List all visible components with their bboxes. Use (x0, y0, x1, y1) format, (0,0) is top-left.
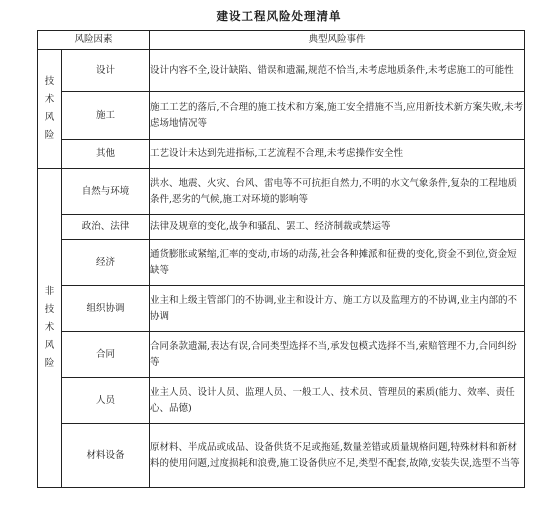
factor-cell: 施工 (62, 92, 150, 140)
category-label: 技术风险 (44, 76, 55, 141)
table-title: 建设工程风险处理清单 (216, 9, 342, 23)
event-cell: 业主人员、设计人员、监理人员、一般工人、技术员、管理员的素质(能力、效率、责任心、品德) (150, 378, 525, 424)
factor-cell: 材料设备 (62, 424, 150, 488)
table-row (38, 286, 525, 332)
category-label: 非技术风险 (44, 286, 55, 369)
table-row (38, 50, 525, 92)
header-event: 典型风险事件 (150, 31, 525, 50)
factor-cell: 自然与环境 (62, 169, 150, 215)
table-row (38, 240, 525, 286)
table-row (38, 140, 525, 169)
factor-cell: 设计 (62, 50, 150, 92)
event-cell: 合同条款遗漏,表达有误,合同类型选择不当,承发包模式选择不当,索赔管理不力,合同纠纷等 (150, 332, 525, 378)
event-cell: 工艺设计未达到先进指标,工艺流程不合理,未考虑操作安全性 (150, 140, 525, 169)
factor-cell: 政治、法律 (62, 215, 150, 240)
table-row (38, 215, 525, 240)
event-cell: 设计内容不全,设计缺陷、错误和遗漏,规范不恰当,未考虑地质条件,未考虑施工的可能性 (150, 50, 525, 92)
event-cell: 法律及规章的变化,战争和骚乱、罢工、经济制裁或禁运等 (150, 215, 525, 240)
category-technical (38, 50, 62, 169)
event-cell: 洪水、地震、火灾、台风、雷电等不可抗拒自然力,不明的水文气象条件,复杂的工程地质条件,恶劣的气候,施工对环境的影响等 (150, 169, 525, 215)
event-cell: 业主和上级主管部门的不协调,业主和设计方、施工方以及监理方的不协调,业主内部的不协调 (150, 286, 525, 332)
factor-cell: 组织协调 (62, 286, 150, 332)
table-row (38, 332, 525, 378)
factor-cell: 合同 (62, 332, 150, 378)
table-row (38, 378, 525, 424)
event-cell: 施工工艺的落后,不合理的施工技术和方案,施工安全措施不当,应用新技术新方案失败,未考虑场地情况等 (150, 92, 525, 140)
risk-table (37, 30, 525, 488)
factor-cell: 其他 (62, 140, 150, 169)
factor-cell: 经济 (62, 240, 150, 286)
table-row (38, 169, 525, 215)
factor-cell: 人员 (62, 378, 150, 424)
category-non-technical (38, 169, 62, 488)
table-row (38, 92, 525, 140)
header-factor: 风险因素 (38, 31, 150, 50)
event-cell: 通货膨胀或紧缩,汇率的变动,市场的动荡,社会各种摊派和征费的变化,资金不到位,资金短缺等 (150, 240, 525, 286)
event-cell: 原材料、半成品或成品、设备供货不足或拖延,数量差错或质量规格问题,特殊材料和新材料的使用问题,过度损耗和浪费,施工设备供应不足,类型不配套,故障,安装失误,选型不当等 (150, 424, 525, 488)
header-row (38, 31, 525, 50)
table-row (38, 424, 525, 488)
